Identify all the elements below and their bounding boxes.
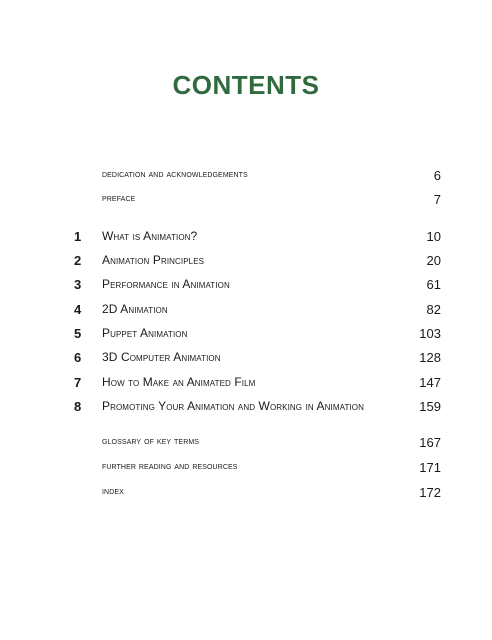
- toc-chapter-4[interactable]: [0, 302, 492, 322]
- toc-chapter-2[interactable]: [0, 253, 492, 273]
- chapter-number: 1: [74, 229, 82, 244]
- toc-chapter-7[interactable]: [0, 375, 492, 395]
- toc-chapter-8[interactable]: [0, 399, 492, 419]
- chapter-title: Promoting Your Animation and Working in Animation: [102, 399, 364, 413]
- chapter-page: 20: [426, 253, 441, 268]
- chapter-number: 3: [74, 277, 82, 292]
- toc-entry-label: index: [102, 486, 124, 497]
- chapter-page: 61: [426, 277, 441, 292]
- chapter-number: 7: [74, 375, 82, 390]
- toc-entry-glossary[interactable]: [0, 435, 492, 455]
- toc-entry-label: further reading and resources: [102, 461, 238, 472]
- toc-chapter-1[interactable]: [0, 229, 492, 249]
- chapter-page: 147: [419, 375, 441, 390]
- chapter-page: 159: [419, 399, 441, 414]
- toc-entry-page: 172: [419, 485, 441, 500]
- toc-entry-index[interactable]: [0, 485, 492, 505]
- toc-chapter-5[interactable]: [0, 326, 492, 346]
- chapter-page: 82: [426, 302, 441, 317]
- toc-entry-label: dedication and acknowledgements: [102, 169, 248, 180]
- chapter-number: 5: [74, 326, 82, 341]
- toc-entry-label: preface: [102, 193, 136, 204]
- chapter-number: 6: [74, 350, 82, 365]
- page-title: CONTENTS: [172, 70, 320, 100]
- chapter-title: Puppet Animation: [102, 326, 188, 340]
- chapter-title: What is Animation?: [102, 229, 198, 243]
- chapter-number: 4: [74, 302, 82, 317]
- toc-entry-page: 167: [419, 435, 441, 450]
- chapter-title: Animation Principles: [102, 253, 205, 267]
- chapter-page: 103: [419, 326, 441, 341]
- chapter-page: 128: [419, 350, 441, 365]
- chapter-page: 10: [426, 229, 441, 244]
- toc-entry-page: 6: [433, 168, 441, 183]
- chapter-title: Performance in Animation: [102, 277, 230, 291]
- toc-entry-page: 7: [433, 192, 441, 207]
- toc-entry-label: glossary of key terms: [102, 436, 200, 447]
- chapter-title: How to Make an Animated Film: [102, 375, 256, 389]
- chapter-title: 3D Computer Animation: [102, 350, 221, 364]
- toc-entry-further-reading[interactable]: [0, 460, 492, 480]
- toc-entry-preface[interactable]: [0, 192, 492, 212]
- chapter-number: 8: [74, 399, 82, 414]
- chapter-title: 2D Animation: [102, 302, 168, 316]
- toc-entry-page: 171: [419, 460, 441, 475]
- toc-entry-dedication[interactable]: [0, 168, 492, 188]
- toc-chapter-6[interactable]: [0, 350, 492, 370]
- toc-chapter-3[interactable]: [0, 277, 492, 297]
- chapter-number: 2: [74, 253, 82, 268]
